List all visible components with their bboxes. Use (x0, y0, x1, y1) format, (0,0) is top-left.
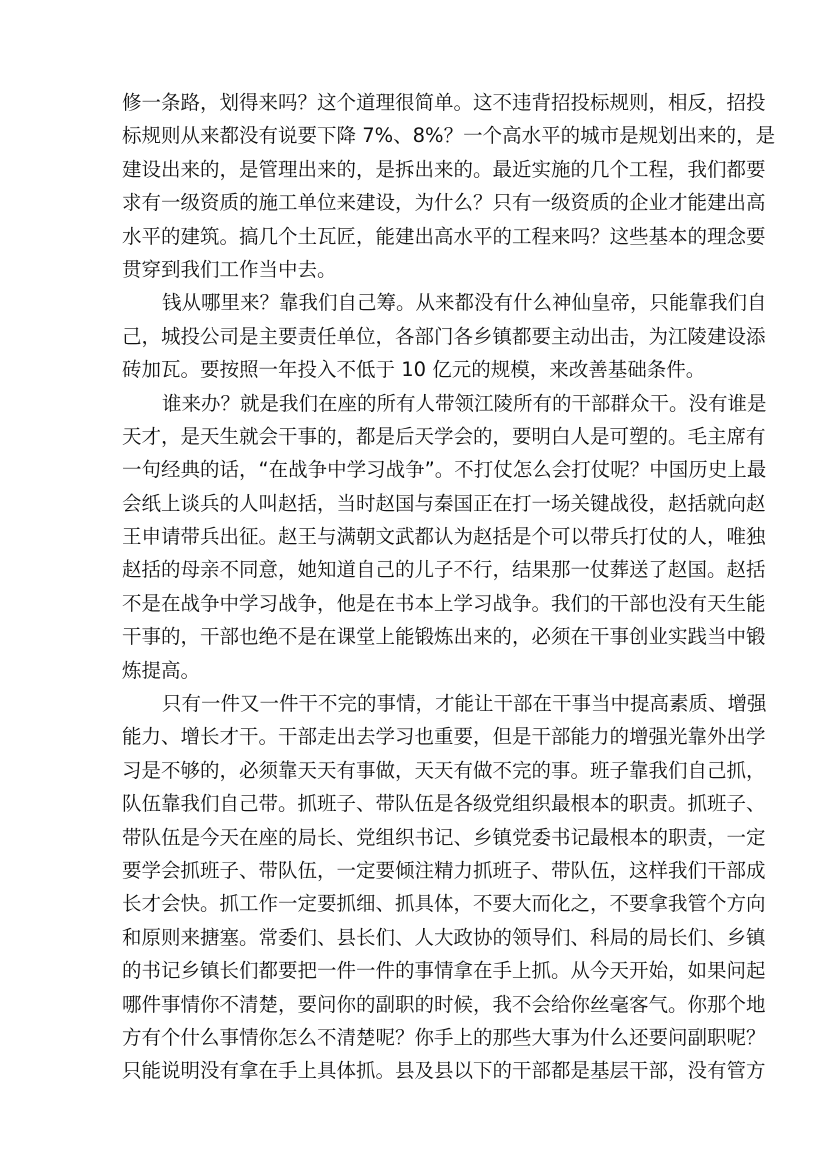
paragraph (122, 687, 767, 1088)
text-line: 只有一件又一件干不完的事情，才能让干部在干事当中提高素质、增强 (162, 692, 767, 716)
text-line: 天才，是天生就会干事的，都是后天学会的，要明白人是可塑的。毛主席有 (122, 424, 766, 448)
text-line: 要学会抓班子、带队伍，一定要倾注精力抓班子、带队伍，这样我们干部成 (122, 858, 766, 882)
paragraph (122, 286, 767, 386)
text-line: 标规则从来都没有说要下降 7%、8%？一个高水平的城市是规划出来的，是 (122, 124, 776, 148)
text-line: 砖加瓦。要按照一年投入不低于 10 亿元的规模，来改善基础条件。 (122, 358, 706, 382)
text-line: 长才会快。抓工作一定要抓细、抓具体，不要大而化之，不要拿我管个方向 (122, 892, 766, 916)
paragraph (122, 387, 767, 688)
text-line: 王申请带兵出征。赵王与满朝文武都认为赵括是个可以带兵打仗的人，唯独 (122, 525, 766, 549)
text-line: 能力、增长才干。干部走出去学习也重要，但是干部能力的增强光靠外出学 (122, 725, 766, 749)
text-line: 炼提高。 (122, 658, 201, 682)
text-line: 建设出来的，是管理出来的，是拆出来的。最近实施的几个工程，我们都要 (122, 157, 766, 181)
text-line: 修一条路，划得来吗？这个道理很简单。这不违背招投标规则，相反，招投 (122, 91, 766, 114)
text-line: 己，城投公司是主要责任单位，各部门各乡镇都要主动出击，为江陵建设添 (122, 324, 766, 348)
document-page (122, 86, 776, 1088)
text-line: 只能说明没有拿在手上具体抓。县及县以下的干部都是基层干部，没有管方 (122, 1059, 766, 1083)
text-line: 的书记乡镇长们都要把一件一件的事情拿在手上抓。从今天开始，如果问起 (122, 959, 766, 983)
text-line: 干事的，干部也绝不是在课堂上能锻炼出来的，必须在干事创业实践当中锻 (122, 625, 766, 649)
text-line: 带队伍是今天在座的局长、党组织书记、乡镇党委书记最根本的职责，一定 (122, 825, 766, 849)
text-line: 方有个什么事情你怎么不清楚呢？你手上的那些大事为什么还要问副职呢？ (122, 1025, 766, 1049)
text-line: 贯穿到我们工作当中去。 (122, 257, 337, 281)
text-line: 赵括的母亲不同意，她知道自己的儿子不行，结果那一仗葬送了赵国。赵括 (122, 558, 766, 582)
text-line: 求有一级资质的施工单位来建设，为什么？只有一级资质的企业才能建出高 (122, 191, 766, 215)
text-line: 一句经典的话，“在战争中学习战争”。不打仗怎么会打仗呢？中国历史上最 (122, 458, 767, 482)
text-line: 钱从哪里来？靠我们自己筹。从来都没有什么神仙皇帝，只能靠我们自 (162, 291, 767, 315)
text-line: 习是不够的，必须靠天天有事做，天天有做不完的事。班子靠我们自己抓， (122, 758, 766, 782)
paragraph (122, 86, 776, 286)
text-line: 会纸上谈兵的人叫赵括，当时赵国与秦国正在打一场关键战役，赵括就向赵 (122, 491, 766, 515)
text-line: 谁来办？就是我们在座的所有人带领江陵所有的干部群众干。没有谁是 (162, 391, 767, 415)
text-line: 和原则来搪塞。常委们、县长们、人大政协的领导们、科局的局长们、乡镇 (122, 925, 766, 949)
text-line: 哪件事情你不清楚，要问你的副职的时候，我不会给你丝毫客气。你那个地 (122, 992, 766, 1016)
text-line: 不是在战争中学习战争，他是在书本上学习战争。我们的干部也没有天生能 (122, 591, 766, 615)
text-line: 队伍靠我们自己带。抓班子、带队伍是各级党组织最根本的职责。抓班子、 (122, 792, 766, 816)
text-line: 水平的建筑。搞几个土瓦匠，能建出高水平的工程来吗？这些基本的理念要 (122, 224, 766, 248)
